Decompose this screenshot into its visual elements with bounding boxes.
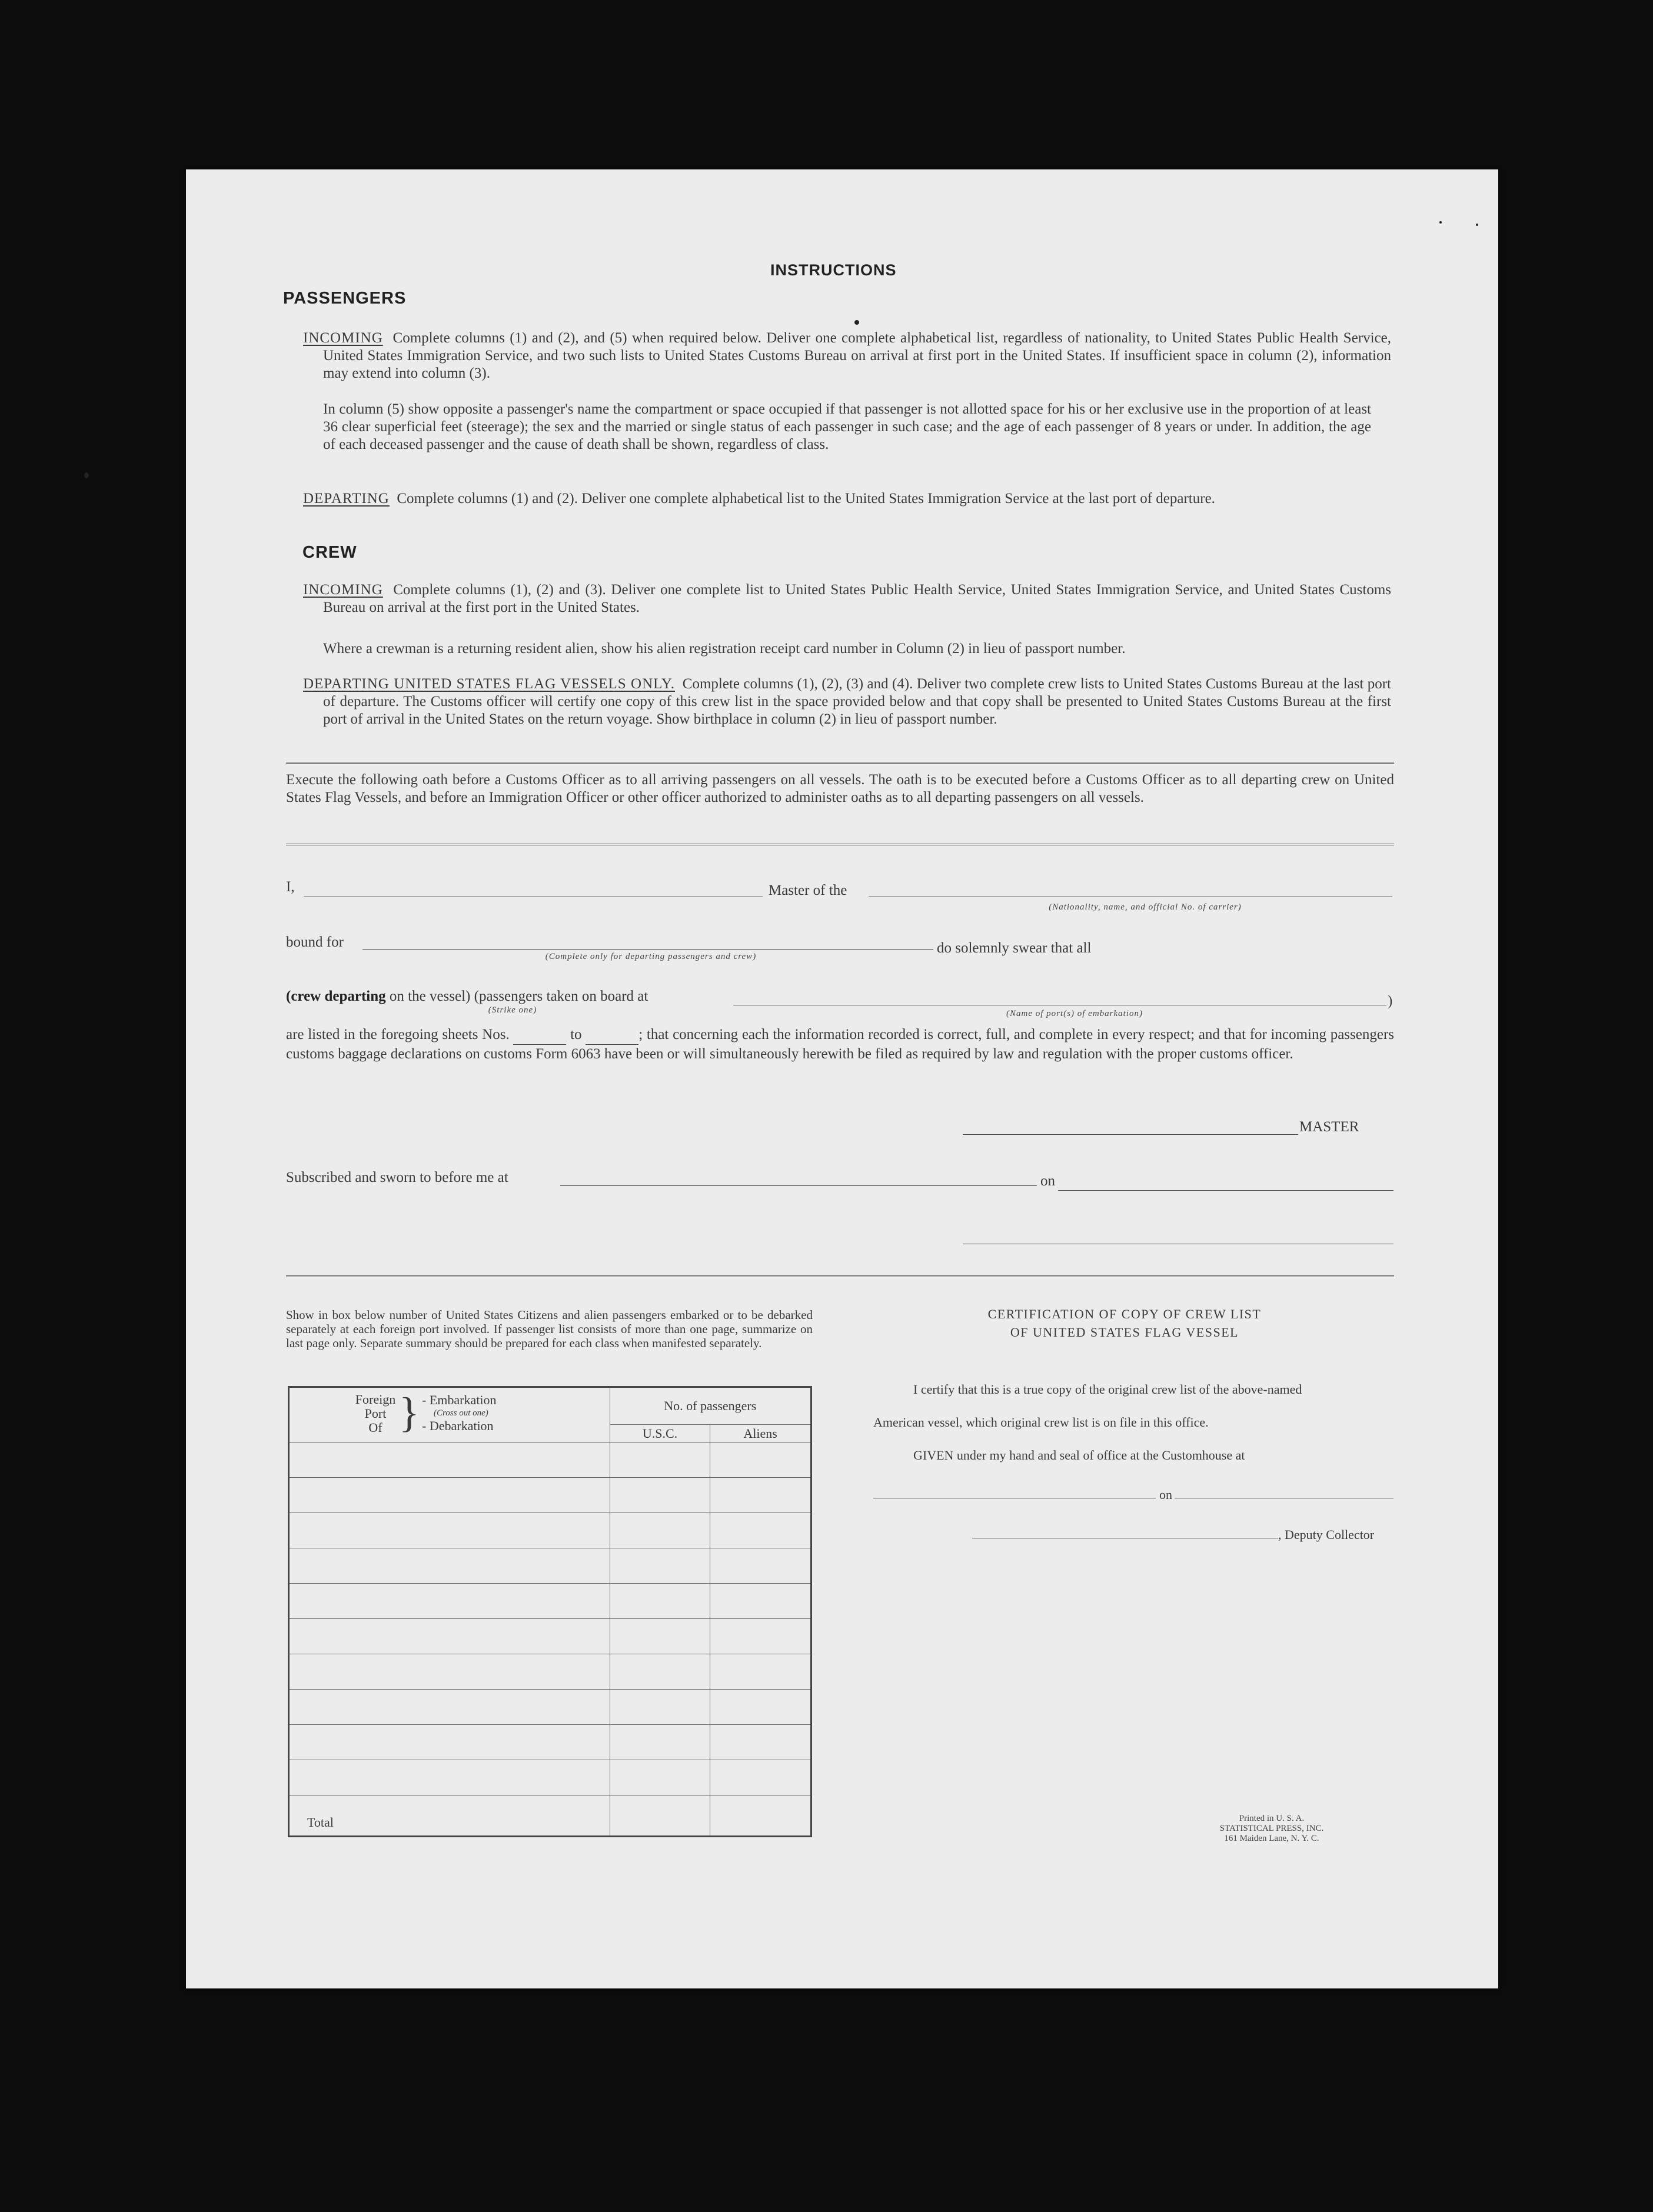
crew-incoming-label: INCOMING xyxy=(303,582,383,598)
certify-line1: I certify that this is a true copy of the original crew list of the above-named xyxy=(913,1382,1302,1397)
passengers-departing-label: DEPARTING xyxy=(303,491,390,507)
debarkation-option[interactable]: - Debarkation xyxy=(422,1418,494,1433)
table-row xyxy=(289,1443,811,1478)
usc-cell[interactable] xyxy=(610,1548,710,1584)
passengers-column5-paragraph: In column (5) show opposite a passenger's name the compartment or space occupied if that passenger is not allotted space for his or her exclusive use in the proportion of at least 36 clear superficial feet (steerage); the sex and the married or single status of each passenger in such case; and the age of each passenger of 8 years or under. In addition, the age of each deceased passenger and the cause of death shall be shown, regardless of class. xyxy=(323,401,1371,452)
printer-line1: Printed in U. S. A. xyxy=(1239,1814,1305,1823)
crew-departing-paragraph xyxy=(303,675,1391,728)
deputy-collector-label: , Deputy Collector xyxy=(1278,1527,1375,1542)
table-row xyxy=(289,1654,811,1690)
aliens-cell[interactable] xyxy=(710,1690,811,1725)
oath-choice-line xyxy=(286,988,648,1005)
certification-title-line1: CERTIFICATION OF COPY OF CREW LIST xyxy=(987,1307,1262,1321)
passengers-departing-paragraph xyxy=(303,490,1391,508)
master-of-label: Master of the xyxy=(769,882,847,898)
of-label: Of xyxy=(368,1420,383,1435)
ink-speck xyxy=(1476,224,1478,226)
crew-heading: CREW xyxy=(302,543,357,562)
close-paren: ) xyxy=(1388,993,1393,1009)
port-cell[interactable] xyxy=(289,1513,610,1548)
port-cell[interactable] xyxy=(289,1548,610,1584)
certification-title-line2: OF UNITED STATES FLAG VESSEL xyxy=(1010,1325,1239,1340)
passengers-taken-label: (passengers taken on board at xyxy=(474,988,648,1004)
table-row xyxy=(289,1548,811,1584)
total-row xyxy=(289,1795,811,1837)
ports-caption: (Name of port(s) of embarkation) xyxy=(1006,1009,1143,1018)
foreign-label: Foreign xyxy=(355,1392,396,1407)
port-label: Port xyxy=(364,1406,387,1421)
table-row xyxy=(289,1690,811,1725)
aliens-cell[interactable] xyxy=(710,1725,811,1760)
usc-cell[interactable] xyxy=(610,1654,710,1690)
passengers-departing-text: Complete columns (1) and (2). Deliver one complete alphabetical list to the United States Immigration Service at the last port of departure. xyxy=(397,491,1215,507)
summary-body xyxy=(289,1443,811,1795)
ink-speck xyxy=(854,320,859,325)
foreign-port-of xyxy=(352,1393,399,1435)
usc-cell[interactable] xyxy=(610,1478,710,1513)
listed-text: ; that concerning each the information recorded is correct, full, and complete in every respect; and that for incoming passengers customs baggage declarations on customs Form 6063 have been or will simultaneously herewith be filed as required by law and regulation with the proper customs officer. xyxy=(286,1027,1394,1062)
port-cell[interactable] xyxy=(289,1443,610,1478)
printer-line3: 161 Maiden Lane, N. Y. C. xyxy=(1224,1834,1319,1843)
divider xyxy=(286,762,1394,765)
sheets-from-field[interactable] xyxy=(513,1025,566,1045)
printer-line2: STATISTICAL PRESS, INC. xyxy=(1219,1824,1324,1833)
i-label: I, xyxy=(286,879,295,895)
cert-on-label: on xyxy=(1159,1487,1172,1502)
aliens-cell[interactable] xyxy=(710,1513,811,1548)
embarkation-option[interactable]: - Embarkation xyxy=(422,1393,497,1407)
sheets-to-field[interactable] xyxy=(586,1025,638,1045)
aliens-cell[interactable] xyxy=(710,1478,811,1513)
listed-prefix: are listed in the foregoing sheets Nos. xyxy=(286,1027,510,1042)
usc-cell[interactable] xyxy=(610,1619,710,1654)
crew-incoming-paragraph xyxy=(303,581,1391,617)
printer-imprint xyxy=(1198,1814,1345,1844)
given-line: GIVEN under my hand and seal of office at the Customhouse at xyxy=(913,1448,1245,1463)
subscribed-label: Subscribed and sworn to before me at xyxy=(286,1170,508,1185)
port-cell[interactable] xyxy=(289,1760,610,1795)
nationality-caption: (Nationality, name, and official No. of carrier) xyxy=(1049,902,1242,912)
sworn-on-label: on xyxy=(1040,1173,1055,1189)
table-row xyxy=(289,1619,811,1654)
usc-header: U.S.C. xyxy=(610,1425,710,1443)
usc-cell[interactable] xyxy=(610,1513,710,1548)
passengers-heading: PASSENGERS xyxy=(283,289,407,308)
no-of-passengers-header: No. of passengers xyxy=(610,1387,811,1425)
master-signature-field[interactable] xyxy=(963,1134,1298,1135)
form-page xyxy=(186,169,1498,1988)
passengers-incoming-text: Complete columns (1) and (2), and (5) when required below. Deliver one complete alphabetical list, regardless of nationality, to United States Public Health Service, United States Immigration Service, and two such lists to United States Customs Bureau on arrival at first port in the United States. If insufficient space in column (2), information may extend into column (3). xyxy=(323,330,1392,381)
usc-cell[interactable] xyxy=(610,1725,710,1760)
aliens-cell[interactable] xyxy=(710,1443,811,1478)
to-label: to xyxy=(570,1027,582,1042)
on-vessel-label: on the vessel) xyxy=(389,988,471,1004)
table-row xyxy=(289,1478,811,1513)
oath-intro: Execute the following oath before a Customs Officer as to all arriving passengers on all vessels. The oath is to be executed before a Customs Officer as to all departing crew on United States Flag Vessels, and before an Immigration Officer or other officer authorized to administer oaths as to all departing passengers on all vessels. xyxy=(286,772,1394,805)
table-row xyxy=(289,1584,811,1619)
usc-cell[interactable] xyxy=(610,1584,710,1619)
crew-departing-label: DEPARTING UNITED STATES FLAG VESSELS ONLY. xyxy=(303,676,676,692)
usc-cell[interactable] xyxy=(610,1443,710,1478)
crew-resident-paragraph: Where a crewman is a returning resident alien, show his alien registration receipt card number in Column (2) in lieu of passport number. xyxy=(323,641,1126,657)
certification-title xyxy=(969,1305,1281,1341)
port-cell[interactable] xyxy=(289,1654,610,1690)
crew-incoming-text: Complete columns (1), (2) and (3). Deliver one complete list to United States Public Health Service, United States Immigration Service, and United States Customs Bureau on arrival at the first port in the United States. xyxy=(323,582,1391,615)
sworn-place-field[interactable] xyxy=(560,1185,1037,1186)
cross-out-caption: (Cross out one) xyxy=(434,1408,488,1418)
total-label: Total xyxy=(289,1795,610,1837)
listed-paragraph xyxy=(286,1025,1394,1064)
port-header-cell xyxy=(289,1387,610,1443)
table-header-row xyxy=(289,1387,811,1425)
aliens-cell[interactable] xyxy=(710,1548,811,1584)
table-row xyxy=(289,1725,811,1760)
instructions-title: INSTRUCTIONS xyxy=(770,261,897,279)
crew-departing-label: (crew departing xyxy=(286,988,386,1004)
edge-speck xyxy=(84,472,89,478)
aliens-cell[interactable] xyxy=(710,1654,811,1690)
strike-caption: (Strike one) xyxy=(488,1005,537,1015)
divider xyxy=(286,844,1394,847)
table-row xyxy=(289,1760,811,1795)
port-cell[interactable] xyxy=(289,1478,610,1513)
passenger-summary-table xyxy=(288,1386,812,1837)
master-label: MASTER xyxy=(1299,1119,1359,1135)
passengers-incoming-paragraph xyxy=(303,329,1391,382)
port-cell[interactable] xyxy=(289,1690,610,1725)
usc-cell[interactable] xyxy=(610,1760,710,1795)
bound-for-field[interactable] xyxy=(362,949,933,950)
sworn-date-field[interactable] xyxy=(1058,1190,1393,1191)
table-row xyxy=(289,1513,811,1548)
certify-line2: American vessel, which original crew list is on file in this office. xyxy=(873,1415,1209,1430)
aliens-cell[interactable] xyxy=(710,1619,811,1654)
port-cell[interactable] xyxy=(289,1619,610,1654)
aliens-cell[interactable] xyxy=(710,1584,811,1619)
embark-debark xyxy=(422,1394,496,1433)
total-aliens-cell[interactable] xyxy=(710,1795,811,1837)
usc-cell[interactable] xyxy=(610,1690,710,1725)
swear-label: do solemnly swear that all xyxy=(937,940,1092,956)
aliens-header: Aliens xyxy=(710,1425,811,1443)
bound-caption: (Complete only for departing passengers and crew) xyxy=(545,952,757,961)
crew-departing-text: Complete columns (1), (2), (3) and (4). Deliver two complete crew lists to United States Customs Bureau at the last port of departure. The Customs officer will certify one copy of this crew list in the space provided below and that copy shall be presented to United States Customs Bureau at the first port of arrival in the United States on the return voyage. Show birthplace in column (2) in lieu of passport number. xyxy=(323,676,1392,727)
total-usc-cell[interactable] xyxy=(610,1795,710,1837)
passengers-incoming-label: INCOMING xyxy=(303,330,383,346)
brace-icon: } xyxy=(399,1389,420,1436)
divider xyxy=(286,1275,1394,1279)
port-cell[interactable] xyxy=(289,1725,610,1760)
summary-instructions: Show in box below number of United States Citizens and alien passengers embarked or to be debarked separately at each foreign port involved. If passenger list consists of more than one page, summarize on last page only. Separate summary should be prepared for each class when manifested separately. xyxy=(286,1308,813,1350)
bound-for-label: bound for xyxy=(286,934,344,950)
aliens-cell[interactable] xyxy=(710,1760,811,1795)
port-cell[interactable] xyxy=(289,1584,610,1619)
ink-speck xyxy=(1439,221,1442,224)
